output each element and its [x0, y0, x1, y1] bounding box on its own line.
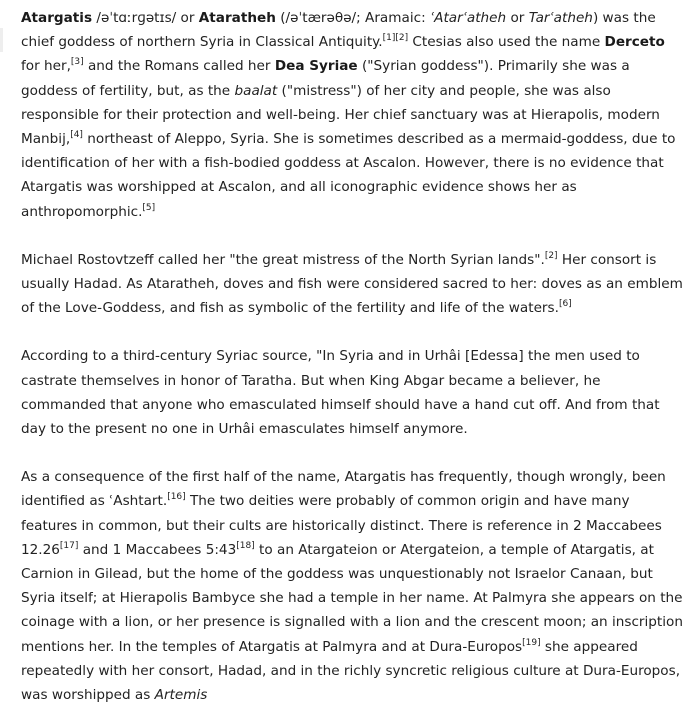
- text-run: ) was the chief goddess of northern Syria in Classical Antiquity.: [21, 10, 656, 51]
- text-run: or: [506, 10, 529, 26]
- text-run: northeast of Aleppo, Syria. She is sometimes described as a mermaid-goddess, due to identification of her with a fish-bodied goddess at Ascalon. However, there is no evidence that Atargatis was worshipped at Ascalon, and all iconographic evidence shows her as anthropomorphic.: [21, 131, 676, 220]
- text-run: ("mistress") of her city and people, she was also responsible for their protection and well-being. Her chief sanctuary was at Hierapolis, modern Manbij,: [21, 82, 660, 148]
- citation-link[interactable]: [5]: [142, 202, 156, 213]
- bold-term: Dea Syriae: [274, 58, 358, 75]
- italic-term: Artemis: [154, 687, 208, 704]
- text-run: As a consequence of the first half of the name, Atargatis has frequently, though wrongly, been identified as ʿAshtart.: [21, 469, 666, 510]
- text-run: to an Atargateion or Atergateion, a temple of Atargatis, at Carnion in Gilead, but the home of the goddess was unquestionably not Israelor Canaan, but Syria itself; at Hierapolis Bambyce she had a temple in her name. At Palmyra she appears on the coinage with a lion, or her presence is signalled with a lion and the crescent moon; an inscription mentions her. In the temples of Atargatis at Palmyra and at Dura-Europos: [21, 541, 683, 655]
- citation-link[interactable]: [6]: [558, 299, 572, 310]
- italic-term: Tarʿatheh: [528, 10, 593, 26]
- text-run: and the Romans called her: [83, 58, 275, 75]
- bold-term: Derceto: [604, 34, 665, 51]
- citation-link[interactable]: [17]: [59, 540, 79, 551]
- text-run: Her consort is usually Hadad. As Ataratheh, doves and fish were considered sacred to her: doves as an emblem of the Love-Goddess, and fish as symbolic of the fertility and life of the waters.: [21, 251, 683, 317]
- citation-link[interactable]: [3]: [70, 57, 84, 68]
- left-margin-rule: [0, 28, 3, 52]
- text-run: and 1 Maccabees 5:43: [78, 541, 237, 558]
- text-run: /əˈtɑːrɡətɪs/ or: [92, 10, 199, 26]
- citation-link[interactable]: [18]: [236, 540, 255, 551]
- paragraph-ashtart-identification: [21, 465, 683, 707]
- text-run: for her,: [21, 58, 71, 75]
- bold-term: Atargatis: [21, 10, 93, 26]
- text-run: she appeared repeatedly with her consort, Hadad, and in the richly syncretic religious culture at Dura-Europos, was worshipped as: [21, 638, 681, 704]
- paragraph-intro: [21, 6, 683, 224]
- text-run: ("Syrian goddess"). Primarily she was a goddess of fertility, but, as the: [21, 58, 630, 99]
- citation-link[interactable]: [4]: [70, 130, 83, 141]
- citation-link[interactable]: [19]: [522, 637, 541, 648]
- citation-link[interactable]: [2]: [544, 250, 558, 261]
- italic-term: ʿAtarʿatheh: [429, 10, 507, 26]
- text-run: Ctesias also used the name: [408, 34, 605, 51]
- text-run: According to a third-century Syriac source, "In Syria and in Urhâi [Edessa] the men used to castrate themselves in honor of Taratha. But when King Abgar became a believer, he commanded that anyone who emasculated himself should have a hand cut off. And from that day to the present no one in Urhâi emasculates himself anymore.: [21, 348, 660, 438]
- paragraph-syriac-source: [21, 344, 683, 441]
- text-run: The two deities were probably of common origin and have many features in common, but their cults are historically distinct. There is reference in 2 Maccabees 12.26: [21, 493, 662, 558]
- text-run: (/əˈtærəθə/; Aramaic:: [275, 10, 430, 26]
- bold-term: Ataratheh: [198, 10, 276, 26]
- citation-link[interactable]: [1][2]: [382, 33, 409, 44]
- text-run: Michael Rostovtzeff called her "the great mistress of the North Syrian lands".: [21, 251, 545, 268]
- italic-term: baalat: [234, 82, 278, 99]
- paragraph-rostovtzeff: [21, 248, 683, 321]
- article-body: [21, 6, 683, 707]
- citation-link[interactable]: [16]: [167, 492, 186, 503]
